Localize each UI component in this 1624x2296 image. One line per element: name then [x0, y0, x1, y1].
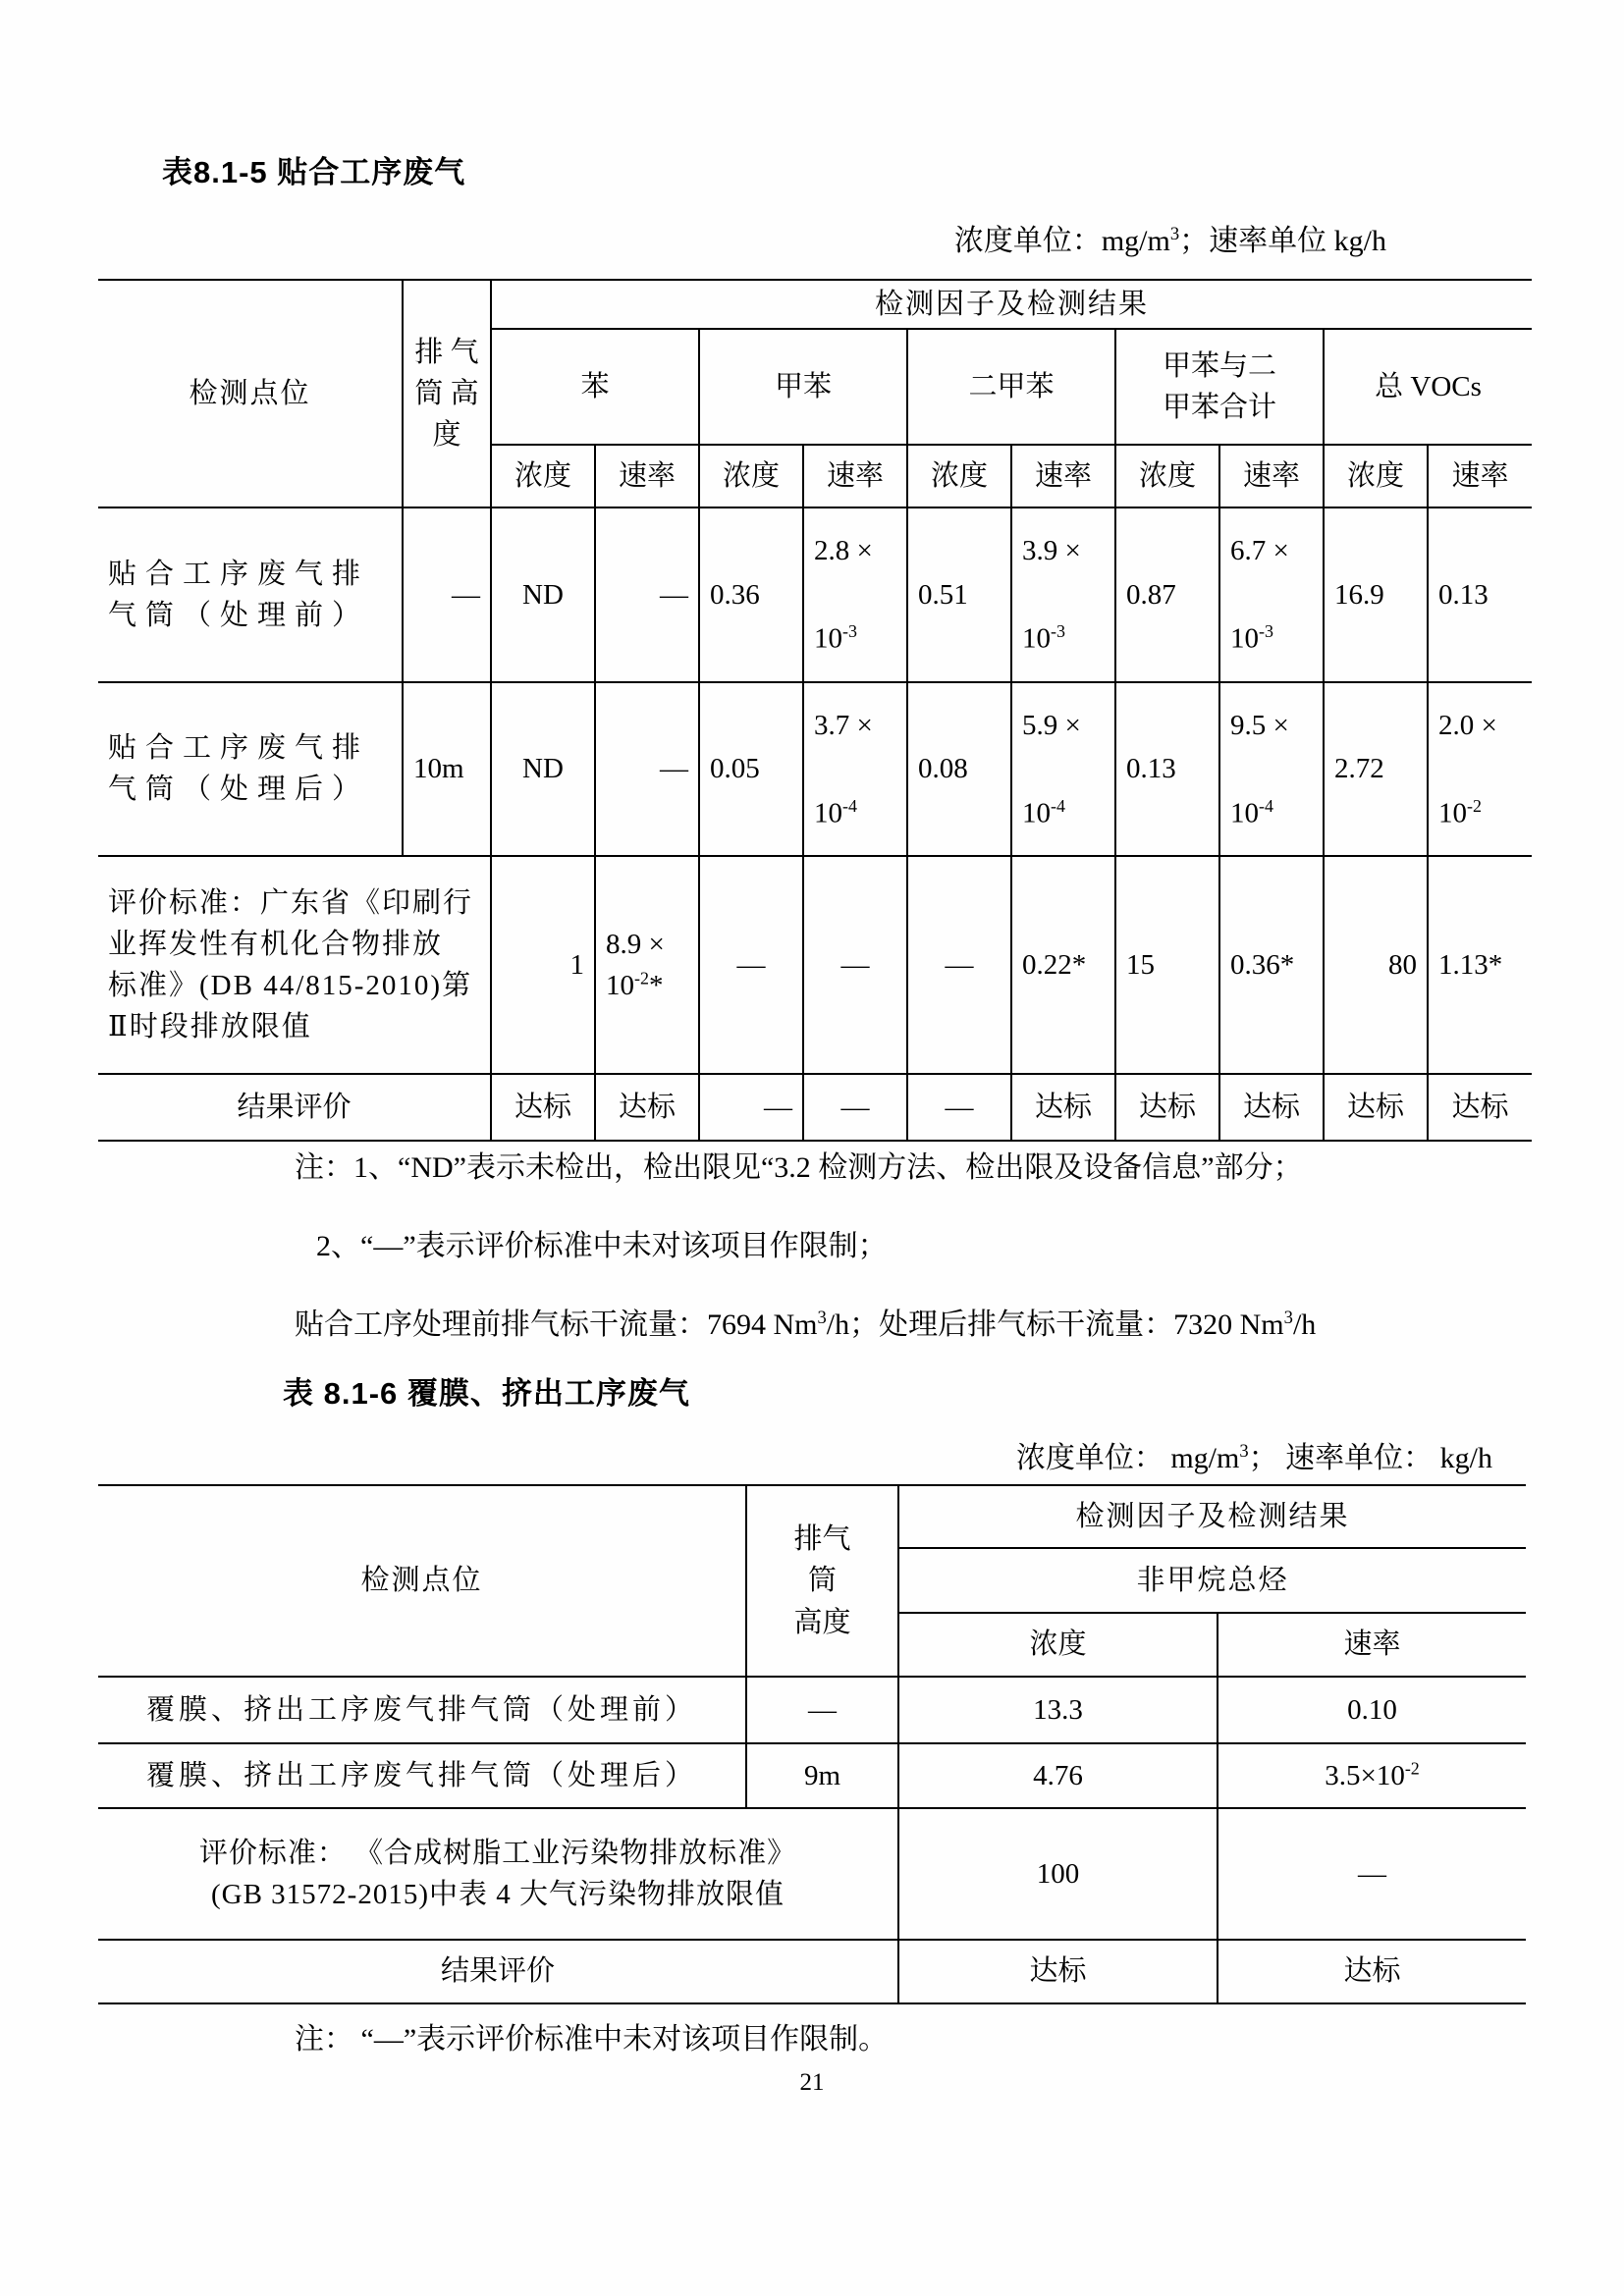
table-cell: 80: [1324, 856, 1428, 1074]
table-cell: ND: [491, 682, 595, 857]
table-8-1-6: [98, 1484, 1526, 2004]
header-xylene: 二甲苯: [907, 329, 1115, 445]
table-cell: 2.0 × $10^{-2}$: [1428, 682, 1532, 857]
table-cell: 1.13*: [1428, 856, 1532, 1074]
table-cell: 达标: [1115, 1074, 1219, 1141]
table-row: [98, 1808, 1526, 1940]
table-cell: 0.10: [1218, 1677, 1526, 1743]
table-cell: —: [699, 1074, 803, 1141]
table-cell: 3.7 × $10^{-4}$: [803, 682, 907, 857]
table-cell: 13.3: [898, 1677, 1218, 1743]
header-factors-results: 检测因子及检测结果: [491, 280, 1532, 329]
header-cell: 速率: [1218, 1613, 1526, 1677]
header-cell: 速率: [1428, 445, 1532, 507]
header-stack-height: 排气 筒 高度: [746, 1485, 898, 1677]
table-cell: 达标: [1428, 1074, 1532, 1141]
table-cell: 1: [491, 856, 595, 1074]
table-cell: —: [595, 507, 699, 682]
result-label: 结果评价: [98, 1074, 491, 1141]
header-monitoring-point: 检测点位: [98, 1485, 746, 1677]
table-cell: 10m: [403, 682, 491, 857]
table-cell: ND: [491, 507, 595, 682]
table-cell: 达标: [1218, 1940, 1526, 2003]
table-row: [98, 1485, 1526, 1548]
table-cell: 8.9 × $10^{-2}*$: [595, 856, 699, 1074]
table2-title: 表 8.1-6 覆膜、挤出工序废气: [283, 1376, 690, 1411]
table-cell: $3.5\times 10^{-2}$: [1218, 1743, 1526, 1808]
header-cell: 浓度: [699, 445, 803, 507]
table-cell: —: [403, 507, 491, 682]
table-row: [98, 856, 1532, 1074]
table-cell: —: [1218, 1808, 1526, 1940]
table-cell: —: [803, 856, 907, 1074]
table1-title: 表8.1-5 贴合工序废气: [162, 155, 466, 189]
header-cell: 浓度: [898, 1613, 1218, 1677]
table-cell: 5.9 × $10^{-4}$: [1011, 682, 1115, 857]
header-cell: 浓度: [1324, 445, 1428, 507]
table-cell: 0.36*: [1219, 856, 1324, 1074]
row-label-before-treatment: 覆膜、挤出工序废气排气筒（处理前）: [98, 1677, 746, 1743]
table1-note-2: 2、“—”表示评价标准中未对该项目作限制；: [316, 1230, 888, 1262]
table-cell: 达标: [491, 1074, 595, 1141]
table-cell: 2.72: [1324, 682, 1428, 857]
table-cell: 0.05: [699, 682, 803, 857]
table1-unit-note: 浓度单位：$mg/m^3$；速率单位 kg/h: [953, 224, 1386, 257]
table-cell: 9m: [746, 1743, 898, 1808]
table-cell: —: [595, 682, 699, 857]
table1-note-1: 注：1、“ND”表示未检出，检出限见“3.2 检测方法、检出限及设备信息”部分；: [295, 1151, 1303, 1184]
table-cell: 9.5 × $10^{-4}$: [1219, 682, 1324, 857]
table-cell: 0.13: [1115, 682, 1219, 857]
table-cell: 0.22*: [1011, 856, 1115, 1074]
row-label-after-treatment: 贴合工序废气排 气筒（处理后）: [98, 682, 403, 857]
table-8-1-5: [98, 279, 1532, 1142]
header-cell: 速率: [803, 445, 907, 507]
standard-label: 评价标准：广东省《印刷行 业挥发性有机化合物排放 标准》(DB 44/815-2010)第 Ⅱ时段排放限值: [98, 856, 491, 1074]
header-cell: 浓度: [1115, 445, 1219, 507]
table-cell: 0.36: [699, 507, 803, 682]
table-cell: 达标: [1011, 1074, 1115, 1141]
table-row: [98, 280, 1532, 329]
table-cell: —: [699, 856, 803, 1074]
table-cell: —: [907, 856, 1011, 1074]
table-cell: —: [803, 1074, 907, 1141]
header-toluene: 甲苯: [699, 329, 907, 445]
table-row: [98, 1940, 1526, 2003]
table-cell: 达标: [1219, 1074, 1324, 1141]
table-row: [98, 682, 1532, 857]
table-cell: —: [746, 1677, 898, 1743]
header-cell: 速率: [595, 445, 699, 507]
row-label-after-treatment: 覆膜、挤出工序废气排气筒（处理后）: [98, 1743, 746, 1808]
table-cell: 0.87: [1115, 507, 1219, 682]
table-cell: 2.8 × $10^{-3}$: [803, 507, 907, 682]
header-cell: 浓度: [491, 445, 595, 507]
header-monitoring-point: 检测点位: [98, 280, 403, 507]
table2-unit-note: 浓度单位： $mg/m^3$； 速率单位： kg/h: [1015, 1441, 1492, 1474]
table-cell: 0.51: [907, 507, 1011, 682]
table-cell: 达标: [1324, 1074, 1428, 1141]
header-stack-height: 排 气 筒 高 度: [403, 280, 491, 507]
table-cell: 6.7 × $10^{-3}$: [1219, 507, 1324, 682]
table2-note: 注： “—”表示评价标准中未对该项目作限制。: [295, 2023, 889, 2056]
page-number: 21: [799, 2069, 825, 2096]
table-row: [98, 1677, 1526, 1743]
header-nmhc: 非甲烷总烃: [898, 1548, 1526, 1613]
table-row: [98, 1743, 1526, 1808]
table-cell: 达标: [595, 1074, 699, 1141]
table-cell: 4.76: [898, 1743, 1218, 1808]
table-cell: —: [907, 1074, 1011, 1141]
table-cell: 15: [1115, 856, 1219, 1074]
header-factors-results: 检测因子及检测结果: [898, 1485, 1526, 1548]
header-benzene: 苯: [491, 329, 699, 445]
header-cell: 速率: [1219, 445, 1324, 507]
row-label-before-treatment: 贴合工序废气排 气筒（处理前）: [98, 507, 403, 682]
table-row: [98, 507, 1532, 682]
table-row: [98, 1074, 1532, 1141]
header-toluene-xylene-total: 甲苯与二 甲苯合计: [1115, 329, 1324, 445]
table1-note-3: 贴合工序处理前排气标干流量：7694 Nm$^3$/h；处理后排气标干流量：7320 Nm$^3$/h: [295, 1308, 1317, 1341]
table-cell: 100: [898, 1808, 1218, 1940]
table-cell: 16.9: [1324, 507, 1428, 682]
header-cell: 浓度: [907, 445, 1011, 507]
result-label: 结果评价: [98, 1940, 898, 2003]
standard-label: 评价标准： 《合成树脂工业污染物排放标准》 (GB 31572-2015)中表 4 大气污染物排放限值: [98, 1808, 898, 1940]
table-cell: 达标: [898, 1940, 1218, 2003]
table-cell: 3.9 × $10^{-3}$: [1011, 507, 1115, 682]
table-cell: 0.13: [1428, 507, 1532, 682]
header-total-vocs: 总 VOCs: [1324, 329, 1532, 445]
table-cell: 0.08: [907, 682, 1011, 857]
header-cell: 速率: [1011, 445, 1115, 507]
